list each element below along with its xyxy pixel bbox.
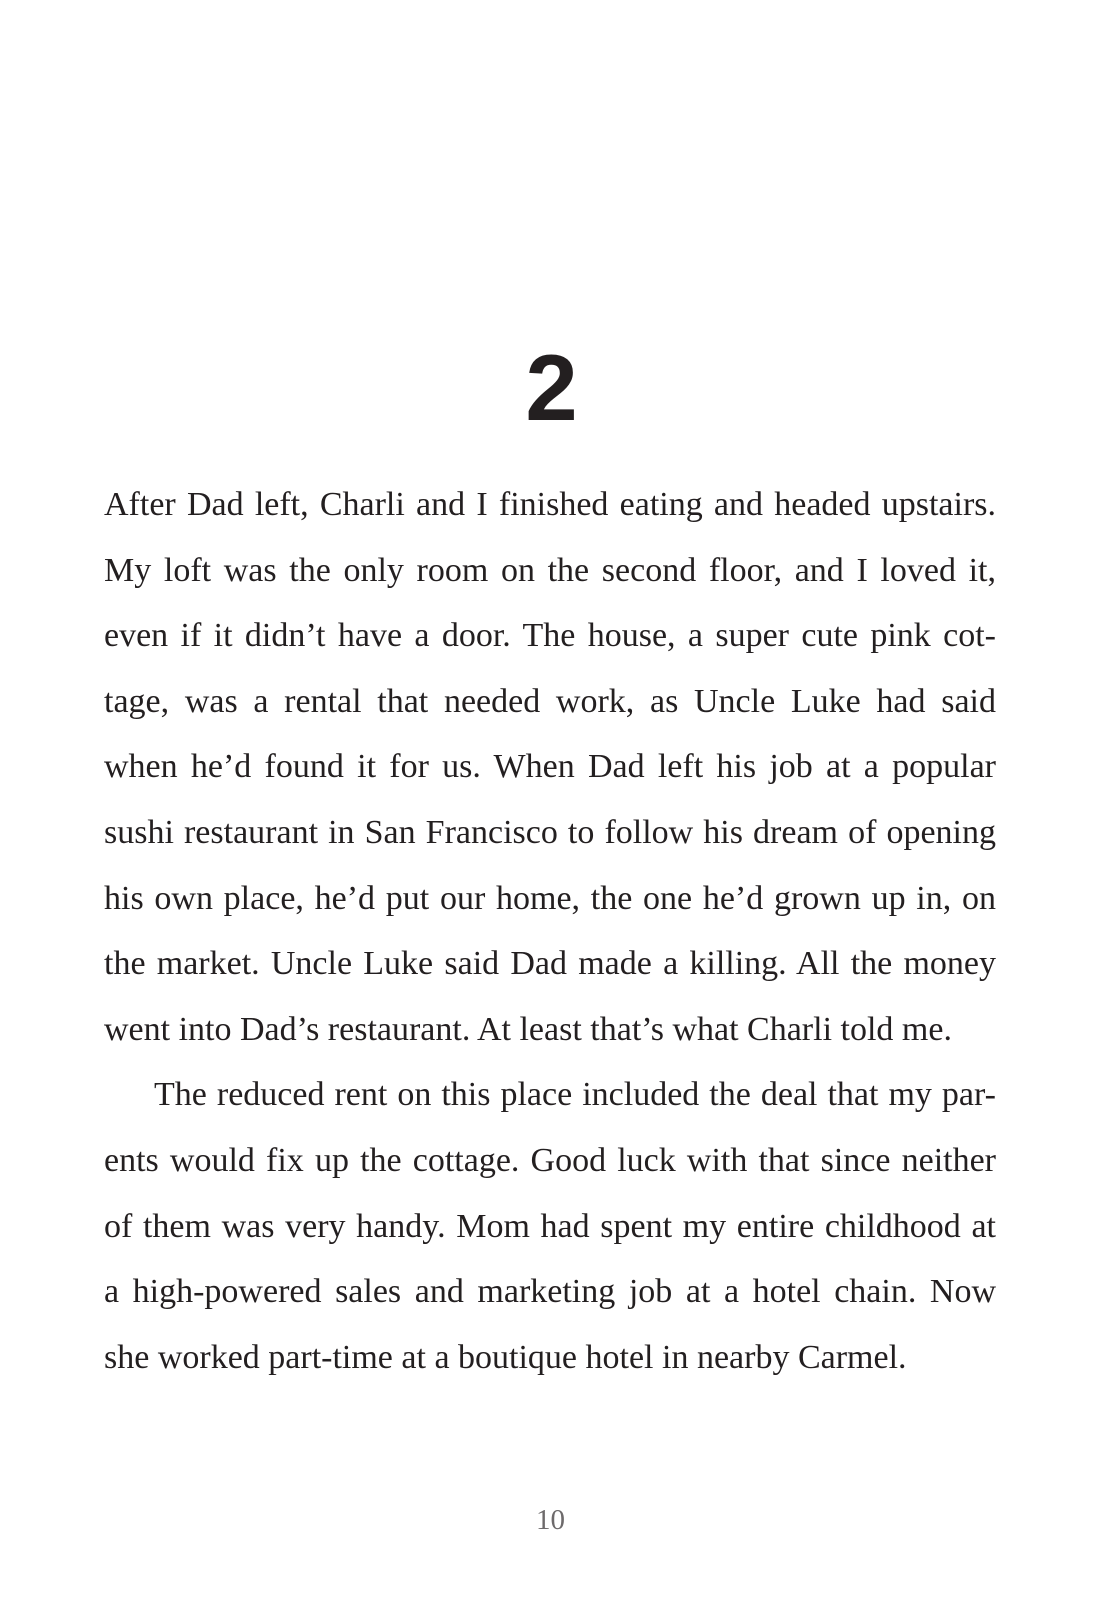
text-line: when he’d found it for us. When Dad left his job at a popular: [104, 748, 996, 786]
paragraph-1: [104, 483, 996, 1073]
page-number: 10: [536, 1504, 565, 1536]
text-line: the market. Uncle Luke said Dad made a killing. All the money: [104, 945, 996, 983]
text-line: a high-powered sales and marketing job at a hotel chain. Now: [104, 1273, 996, 1311]
text-line: ents would fix up the cottage. Good luck with that since neither: [104, 1141, 996, 1179]
body-text: [104, 483, 996, 1401]
text-line: of them was very handy. Mom had spent my entire childhood at: [104, 1207, 996, 1245]
text-line: she worked part-time at a boutique hotel in nearby Carmel.: [104, 1338, 907, 1376]
text-line: went into Dad’s restaurant. At least that’s what Charli told me.: [104, 1010, 952, 1048]
chapter-number: 2: [525, 335, 576, 440]
text-line: The reduced rent on this place included the deal that my par-: [154, 1076, 996, 1114]
text-line: After Dad left, Charli and I finished eating and headed upstairs.: [104, 486, 996, 523]
text-line: even if it didn’t have a door. The house, a super cute pink cot-: [104, 617, 996, 655]
text-line: his own place, he’d put our home, the one he’d grown up in, on: [104, 879, 996, 917]
text-line: My loft was the only room on the second floor, and I loved it,: [104, 551, 996, 589]
text-line: sushi restaurant in San Francisco to follow his dream of opening: [104, 813, 996, 851]
text-line: tage, was a rental that needed work, as Uncle Luke had said: [104, 682, 996, 720]
paragraph-2: [104, 1073, 996, 1401]
